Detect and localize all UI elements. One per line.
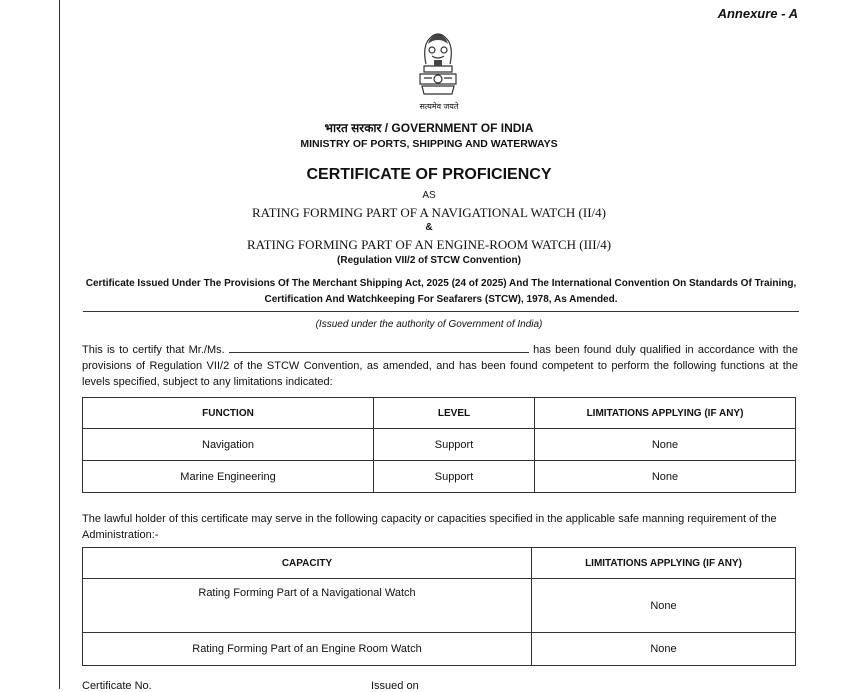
level-cell: Support [374, 461, 535, 493]
table-header-row [83, 548, 796, 579]
capacity-header: CAPACITY [83, 548, 532, 579]
limitations-cell: None [532, 633, 796, 666]
table-row [83, 461, 796, 493]
emblem-motto: सत्यमेव जयते [419, 102, 459, 111]
function-cell: Navigation [83, 429, 374, 461]
issued-on-label: Issued on [371, 680, 419, 692]
rating-navigational-title: RATING FORMING PART OF A NAVIGATIONAL WATCH (II/4) [252, 205, 606, 220]
issued-under-statement: Certificate Issued Under The Provisions Of The Merchant Shipping Act, 2025 (24 of 2025) And The International Convention On Standards Of Training, Certification And Watchkeeping For Seafarers (STCW), 1978, As Amended. [85, 278, 797, 305]
certify-suffix: has been found duly qualified in accordance with the provisions of Regulation VII/2 of the STCW Convention, as amended, and has been found competent to perform the following functions at the levels specified, subject to any limitations indicated: [82, 344, 799, 388]
capacity-table [82, 547, 796, 666]
limitations-cell: None [535, 429, 796, 461]
level-header: LEVEL [374, 398, 535, 429]
certification-statement [82, 342, 798, 390]
name-blank-line [229, 342, 529, 353]
ministry-heading: MINISTRY OF PORTS, SHIPPING AND WATERWAYS [300, 138, 558, 150]
limitations-cell: None [532, 579, 796, 633]
limitations-cell: None [535, 461, 796, 493]
level-cell: Support [374, 429, 535, 461]
certificate-title: CERTIFICATE OF PROFICIENCY [306, 166, 552, 183]
lawful-holder-statement: The lawful holder of this certificate may serve in the following capacity or capacities specified in the applicable safe manning requirement of the Administration:- [82, 513, 777, 541]
as-label: AS [422, 190, 436, 201]
capacity-cell: Rating Forming Part of an Engine Room Watch [83, 633, 532, 666]
capacity-cell: Rating Forming Part of a Navigational Watch [83, 579, 532, 633]
table-row [83, 579, 796, 633]
function-header: FUNCTION [83, 398, 374, 429]
ampersand: & [425, 222, 433, 233]
divider [83, 311, 799, 312]
authority-note: (Issued under the authority of Government of India) [315, 319, 543, 330]
limitations-header: LIMITATIONS APPLYING (IF ANY) [532, 548, 796, 579]
government-heading: भारत सरकार / GOVERNMENT OF INDIA [324, 121, 534, 135]
rating-engine-room-title: RATING FORMING PART OF AN ENGINE-ROOM WATCH (III/4) [246, 237, 612, 252]
functions-table [82, 397, 796, 493]
limitations-header: LIMITATIONS APPLYING (IF ANY) [535, 398, 796, 429]
certify-prefix: This is to certify that Mr./Ms. [82, 344, 225, 356]
function-cell: Marine Engineering [83, 461, 374, 493]
table-header-row [83, 398, 796, 429]
annexure-label: Annexure - A [717, 6, 798, 21]
regulation-note: (Regulation VII/2 of STCW Convention) [337, 255, 521, 266]
table-row [83, 633, 796, 666]
table-row [83, 429, 796, 461]
certificate-number-label: Certificate No. [82, 680, 152, 692]
